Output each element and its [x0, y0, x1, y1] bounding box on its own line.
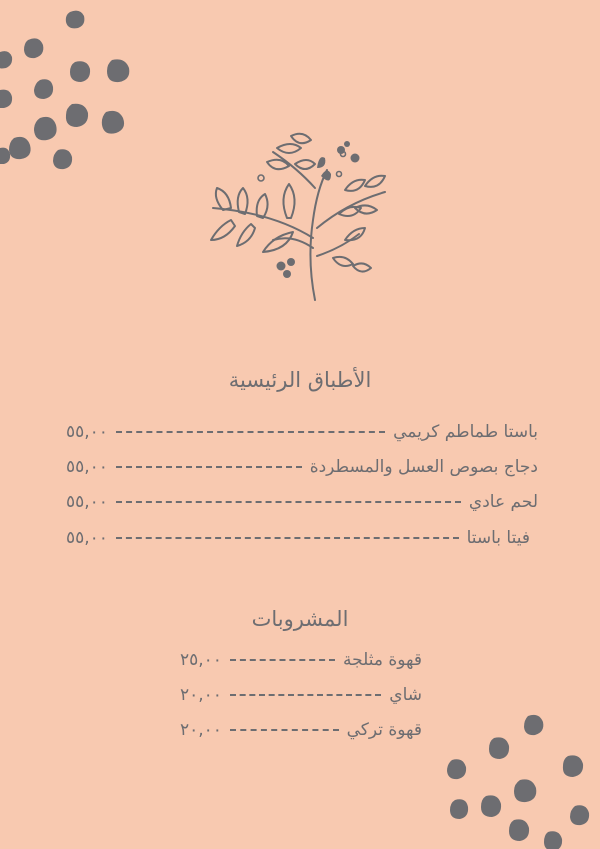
menu-item-price: ٥٥,٠٠ — [66, 457, 108, 477]
menu-item-price: ٢٠,٠٠ — [180, 720, 222, 740]
menu-item-name: قهوة مثلجة — [342, 650, 422, 670]
dash-leader — [116, 466, 302, 468]
botanical-branch-icon — [195, 128, 405, 308]
menu-item — [66, 457, 538, 477]
menu-item-name: باستا طماطم كريمي — [393, 422, 538, 442]
dash-leader — [116, 501, 461, 503]
menu-item — [66, 492, 538, 512]
menu-item-price: ٥٥,٠٠ — [66, 528, 108, 548]
menu-item-name: شاي — [389, 685, 422, 705]
dash-leader — [230, 729, 339, 731]
menu-item — [66, 528, 530, 548]
dash-leader — [230, 694, 381, 696]
dash-leader — [116, 537, 459, 539]
menu-item-name: لحم عادي — [468, 492, 538, 512]
menu-item-price: ٥٥,٠٠ — [66, 492, 108, 512]
dash-leader — [230, 659, 335, 661]
menu-item-price: ٢٠,٠٠ — [180, 685, 222, 705]
menu-item-name: قهوة تركي — [346, 720, 422, 740]
menu-item — [180, 720, 422, 740]
menu-item — [180, 650, 422, 670]
menu-item — [180, 685, 422, 705]
menu-item-price: ٢٥,٠٠ — [180, 650, 222, 670]
drinks-title: المشروبات — [251, 607, 349, 631]
menu-item — [66, 422, 538, 442]
menu-item-price: ٥٥,٠٠ — [66, 422, 108, 442]
menu-item-name: فيتا باستا — [466, 528, 530, 548]
menu-item-name: دجاج بصوص العسل والمسطردة — [309, 457, 538, 477]
dash-leader — [116, 431, 385, 433]
main-dishes-title: الأطباق الرئيسية — [228, 368, 372, 392]
